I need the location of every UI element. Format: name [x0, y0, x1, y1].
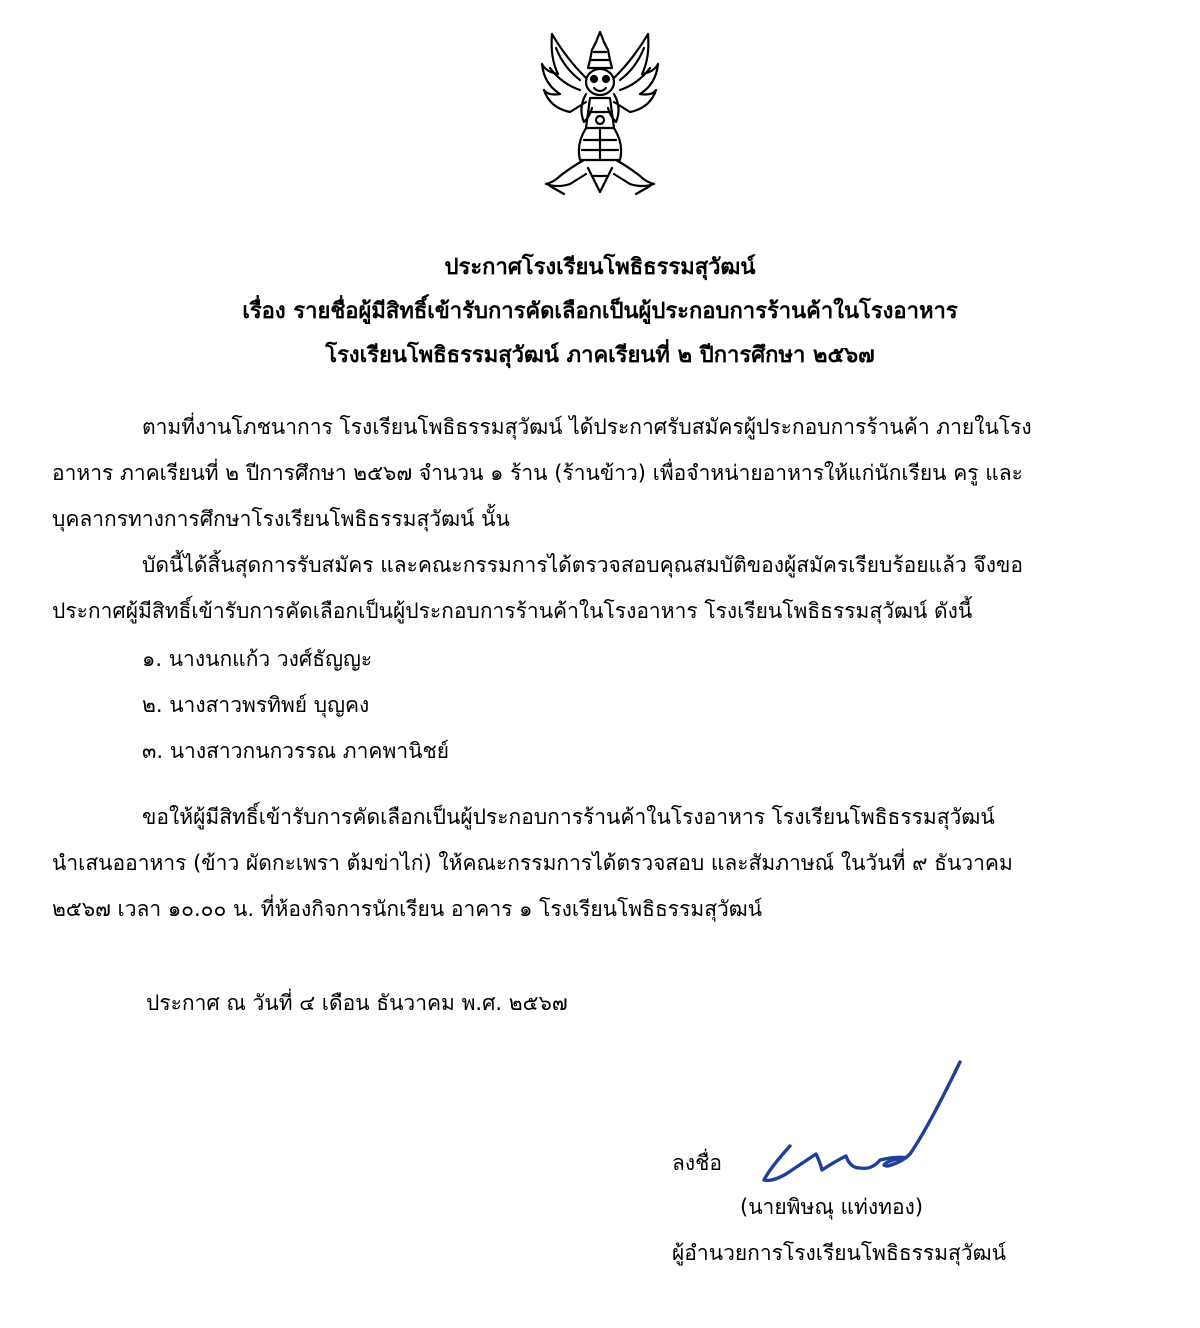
signer-name: (นายพิษณุ แท่งทอง) — [740, 1195, 924, 1219]
paragraph-line: นำเสนออาหาร (ข้าว ผัดกะเพรา ต้มข่าไก่) ให้คณะกรรมการได้ตรวจสอบ และสัมภาษณ์ ในวันที่ ๙ ธันวาคม — [52, 851, 1013, 875]
paragraph-instructions — [52, 794, 1162, 932]
paragraph-line: อาหาร ภาคเรียนที่ ๒ ปีการศึกษา ๒๕๖๗ จำนวน ๑ ร้าน (ร้านข้าว) เพื่อจำหน่ายอาหารให้แก่นักเรียน ครู และ — [52, 461, 1023, 485]
paragraph-line: บุคลากรทางการศึกษาโรงเรียนโพธิธรรมสุวัฒน์ นั้น — [52, 507, 510, 531]
paragraph-line: ตามที่งานโภชนาการ โรงเรียนโพธิธรรมสุวัฒน์ ได้ประกาศรับสมัครผู้ประกอบการร้านค้า ภายในโรง — [142, 415, 1032, 439]
paragraph-result — [52, 542, 1162, 634]
candidate-list — [142, 636, 449, 774]
list-item: ๒. นางสาวพรทิพย์ บุญคง — [142, 693, 370, 717]
signer-position: ผู้อำนวยการโรงเรียนโพธิธรรมสุวัฒน์ — [672, 1241, 1006, 1265]
list-item: ๑. นางนกแก้ว วงศ์ธัญญะ — [142, 647, 373, 671]
title-line-3: โรงเรียนโพธิธรรมสุวัฒน์ ภาคเรียนที่ ๒ ปีการศึกษา ๒๕๖๗ — [325, 343, 875, 368]
garuda-emblem-icon — [540, 28, 660, 200]
paragraph-line: บัดนี้ได้สิ้นสุดการรับสมัคร และคณะกรรมการได้ตรวจสอบคุณสมบัติของผู้สมัครเรียบร้อยแล้ว จึงขอ — [142, 553, 1023, 577]
title-line-2: เรื่อง รายชื่อผู้มีสิทธิ์เข้ารับการคัดเลือกเป็นผู้ประกอบการร้านค้าในโรงอาหาร — [242, 299, 958, 324]
paragraph-line: ประกาศผู้มีสิทธิ์เข้ารับการคัดเลือกเป็นผู้ประกอบการร้านค้าในโรงอาหาร โรงเรียนโพธิธรรมสุวัฒน์ ดังนี้ — [52, 599, 973, 623]
paragraph-line: ขอให้ผู้มีสิทธิ์เข้ารับการคัดเลือกเป็นผู้ประกอบการร้านค้าในโรงอาหาร โรงเรียนโพธิธรรมสุวัฒน์ — [142, 805, 995, 829]
handwritten-signature — [760, 1058, 970, 1188]
signature-label: ลงชื่อ — [672, 1151, 722, 1175]
paragraph-line: ๒๕๖๗ เวลา ๑๐.๐๐ น. ที่ห้องกิจการนักเรียน อาคาร ๑ โรงเรียนโพธิธรรมสุวัฒน์ — [52, 897, 763, 921]
announcement-title — [0, 246, 1200, 378]
title-line-1: ประกาศโรงเรียนโพธิธรรมสุวัฒน์ — [444, 255, 756, 280]
announce-date: ประกาศ ณ วันที่ ๔ เดือน ธันวาคม พ.ศ. ๒๕๖๗ — [146, 991, 568, 1015]
paragraph-intro — [52, 404, 1162, 542]
list-item: ๓. นางสาวกนกวรรณ ภาคพานิชย์ — [142, 739, 450, 763]
